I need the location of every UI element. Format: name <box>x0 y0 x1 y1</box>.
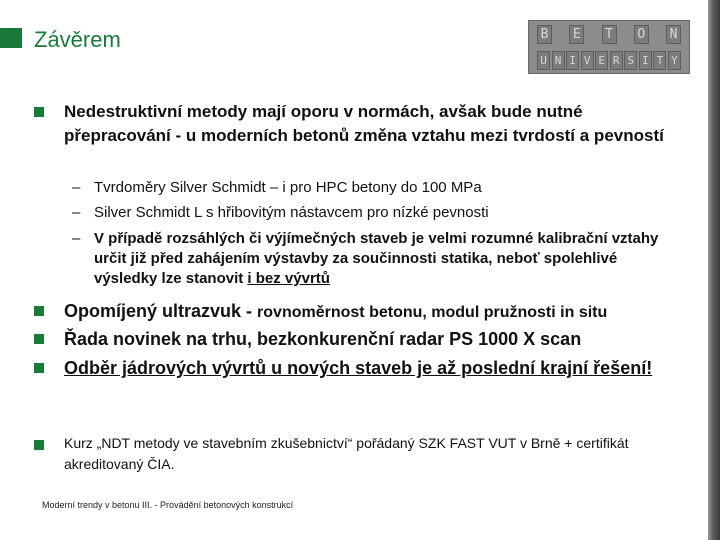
bullet-text-novelties: Řada novinek na trhu, bezkonkurenční radar PS 1000 X scan <box>64 329 582 349</box>
logo-row-beton <box>529 25 689 44</box>
logo-letter: I <box>566 51 579 70</box>
sub-dash: – <box>72 179 81 196</box>
logo-letter: V <box>581 51 594 70</box>
logo-letter: I <box>639 51 652 70</box>
bullet-text-cores: Odběr jádrových vývrtů u nových staveb je až poslední krajní řešení! <box>64 358 653 378</box>
bullet-text-norms: Nedestruktivní metody mají oporu v normách, avšak bude nutné přepracování - u moderních betonů změna vztahu mezi tvrdostí a pevností <box>64 102 664 145</box>
bullet-marker <box>34 363 44 373</box>
bullet-marker <box>34 306 44 316</box>
title-marker <box>0 28 22 48</box>
sub-item-calibration <box>94 229 674 289</box>
logo-letter: B <box>537 25 552 44</box>
logo-letter: S <box>624 51 637 70</box>
calibration-underlined: i bez vývrtů <box>247 270 330 287</box>
sub-item-silver-schmidt-l: Silver Schmidt L s hřibovitým nástavcem pro nízké pevnosti <box>94 204 489 221</box>
sub-dash: – <box>72 230 81 247</box>
calibration-text: V případě rozsáhlých či výjímečných staveb je velmi rozumné kalibrační vztahy určit již před zahájením výstavby za součinnosti statika, neboť spolehlivé výsledky lze stanovit <box>94 230 659 287</box>
beton-university-logo <box>528 20 690 74</box>
logo-letter: E <box>595 51 608 70</box>
logo-letter: Y <box>668 51 681 70</box>
ultrasound-detail: rovnoměrnost betonu, modul pružnosti in situ <box>257 304 608 321</box>
ultrasound-lead: Opomíjený ultrazvuk - <box>64 301 258 321</box>
sub-dash: – <box>72 204 81 221</box>
logo-letter: N <box>552 51 565 70</box>
logo-letter: E <box>569 25 584 44</box>
sub-item-silver-schmidt: Tvrdoměry Silver Schmidt – i pro HPC betony do 100 MPa <box>94 179 482 196</box>
bullet-marker <box>34 334 44 344</box>
logo-letter: T <box>653 51 666 70</box>
logo-row-university <box>529 51 689 70</box>
logo-letter: U <box>537 51 550 70</box>
bullet-text-ultrasound <box>64 299 694 325</box>
right-edge-bar <box>708 0 720 540</box>
bullet-marker <box>34 107 44 117</box>
slide-title: Závěrem <box>34 27 121 52</box>
bullet-marker <box>34 440 44 450</box>
bullet-text-course: Kurz „NDT metody ve stavebním zkušebnictví“ pořádaný SZK FAST VUT v Brně + certifikát akreditovaný ČIA. <box>64 435 629 472</box>
logo-letter: R <box>610 51 623 70</box>
slide-footer: Moderní trendy v betonu III. - Provádění betonových konstrukcí <box>42 500 294 510</box>
logo-letter: N <box>666 25 681 44</box>
logo-letter: T <box>602 25 617 44</box>
logo-letter: O <box>634 25 649 44</box>
